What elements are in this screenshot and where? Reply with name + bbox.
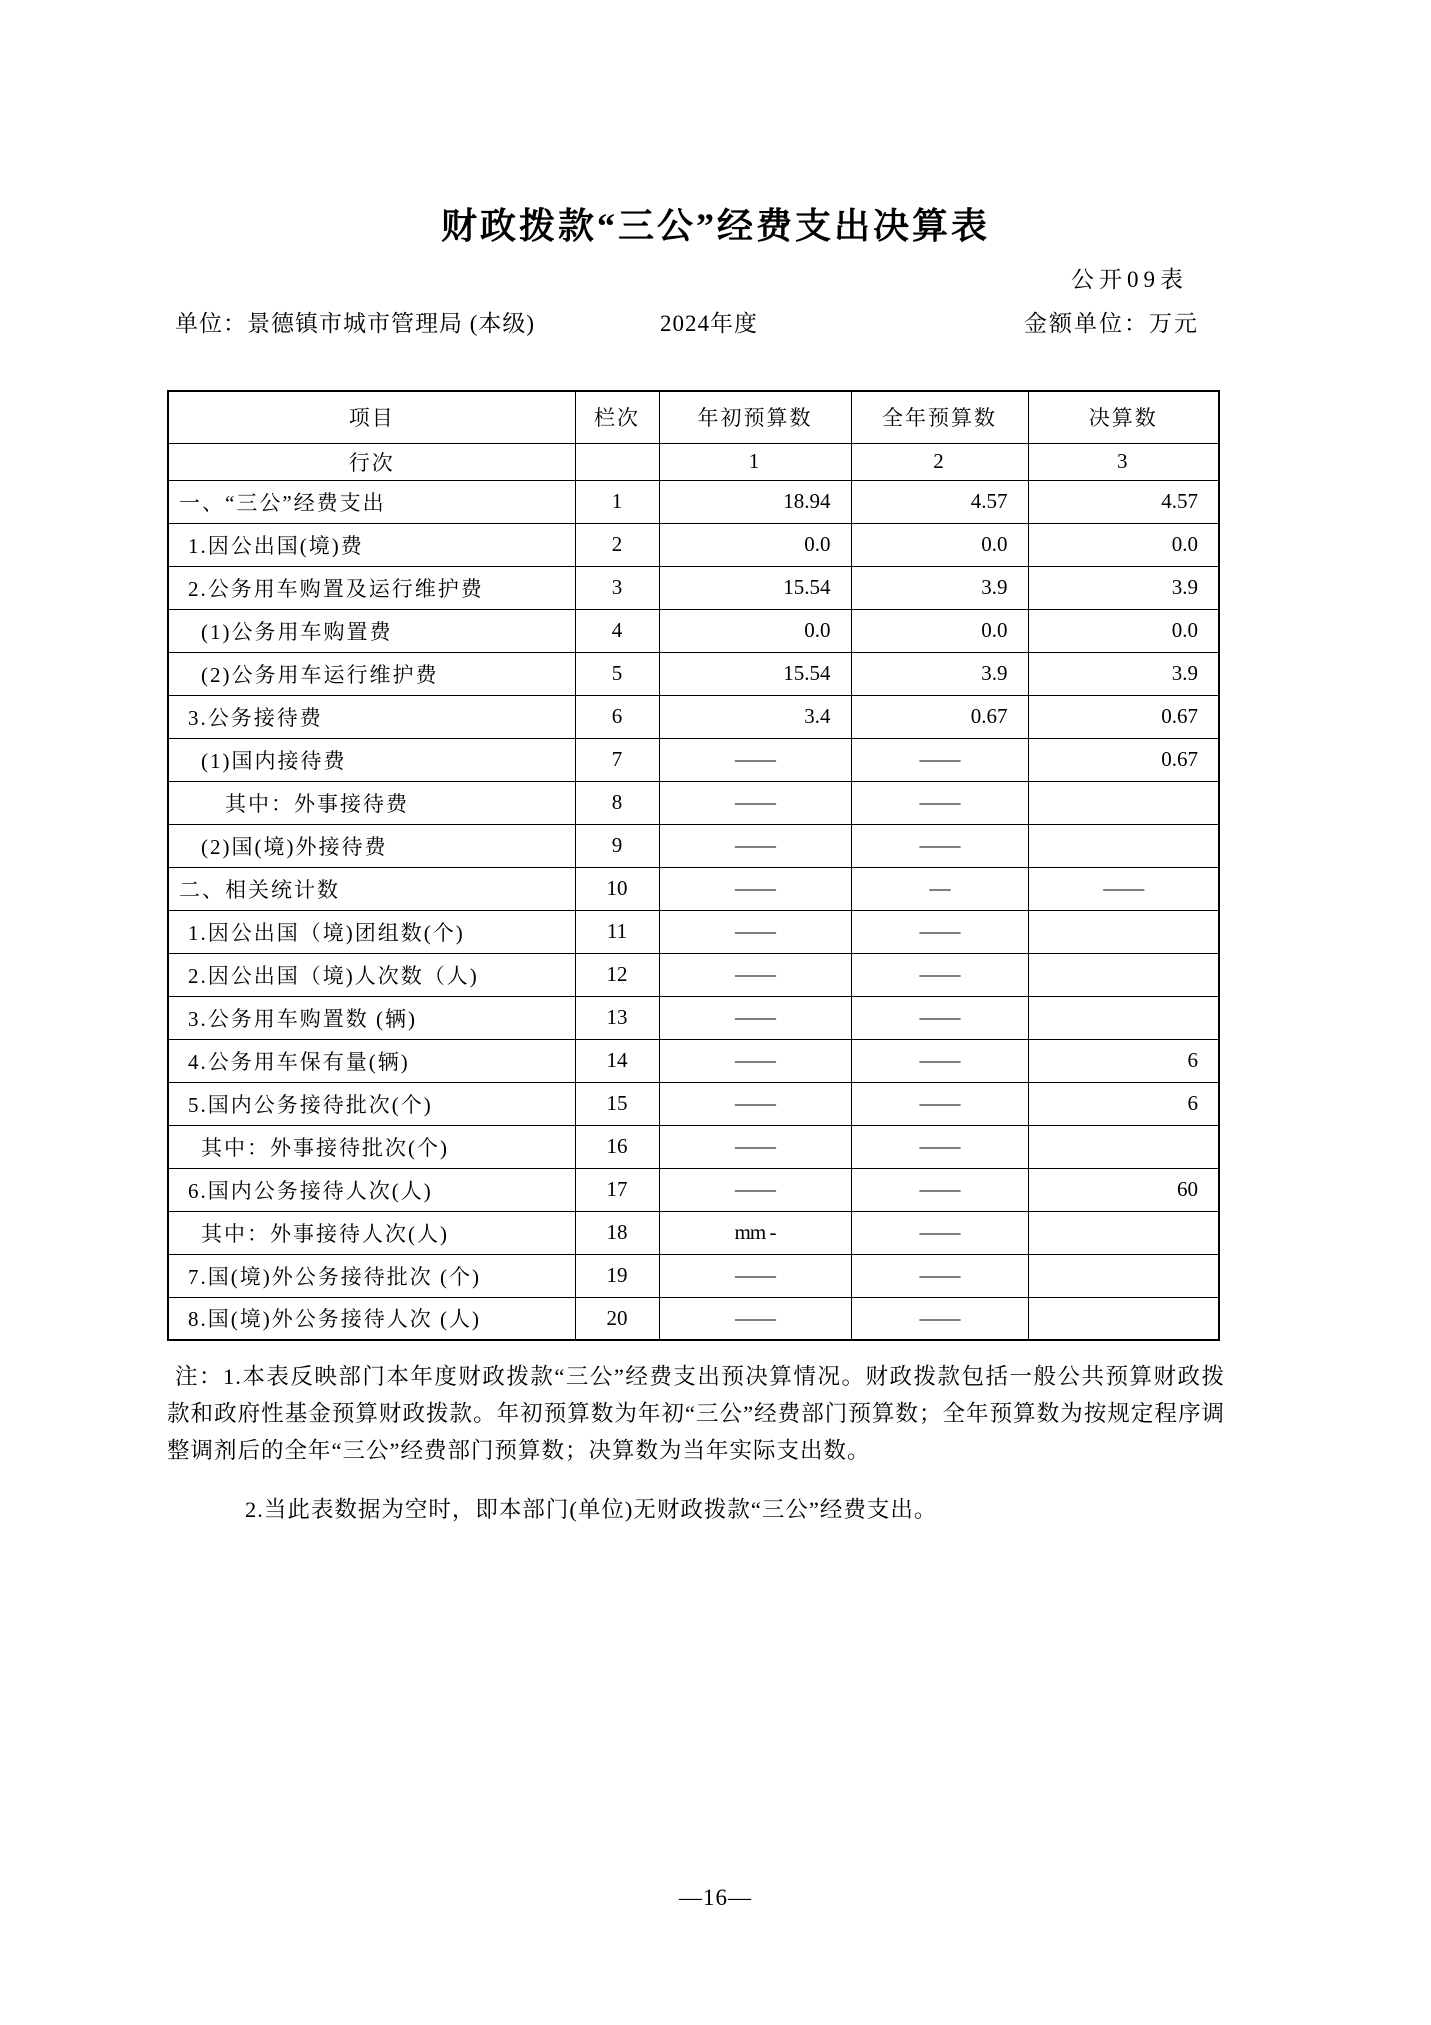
line-number-cell: 17 bbox=[575, 1168, 659, 1211]
unit-label: 单位：景德镇市城市管理局 (本级) bbox=[175, 311, 536, 336]
subheader-item: 行次 bbox=[168, 443, 575, 480]
table-row bbox=[168, 996, 1219, 1039]
note-2: 2.当此表数据为空时，即本部门(单位)无财政拨款“三公”经费支出。 bbox=[245, 1497, 938, 1522]
table-row bbox=[168, 1039, 1219, 1082]
line-number-cell: 5 bbox=[575, 652, 659, 695]
line-number-cell: 9 bbox=[575, 824, 659, 867]
item-cell: 2.公务用车购置及运行维护费 bbox=[168, 566, 575, 609]
initial-budget-cell: —— bbox=[659, 781, 851, 824]
annual-budget-cell: —— bbox=[851, 953, 1028, 996]
table-row bbox=[168, 480, 1219, 523]
annual-budget-cell: —— bbox=[851, 1254, 1028, 1297]
line-number-cell: 6 bbox=[575, 695, 659, 738]
final-accounts-cell: 0.0 bbox=[1028, 523, 1219, 566]
item-cell: 二、相关统计数 bbox=[168, 867, 575, 910]
table-row bbox=[168, 824, 1219, 867]
line-number-cell: 18 bbox=[575, 1211, 659, 1254]
item-cell: (2)公务用车运行维护费 bbox=[168, 652, 575, 695]
line-number-cell: 20 bbox=[575, 1297, 659, 1340]
final-accounts-cell: 0.67 bbox=[1028, 695, 1219, 738]
table-code-label: 公开09表 bbox=[1071, 267, 1188, 292]
annual-budget-cell: 3.9 bbox=[851, 652, 1028, 695]
table-row bbox=[168, 523, 1219, 566]
table-row bbox=[168, 910, 1219, 953]
final-accounts-cell: 3.9 bbox=[1028, 566, 1219, 609]
annual-budget-cell: —— bbox=[851, 1039, 1028, 1082]
col-header-initial: 年初预算数 bbox=[659, 391, 851, 443]
initial-budget-cell: —— bbox=[659, 996, 851, 1039]
table-body bbox=[168, 480, 1219, 1340]
item-cell: 2.因公出国（境)人次数（人) bbox=[168, 953, 575, 996]
table-row bbox=[168, 1254, 1219, 1297]
annual-budget-cell: —— bbox=[851, 1125, 1028, 1168]
table-row bbox=[168, 652, 1219, 695]
final-accounts-cell: —— bbox=[1028, 867, 1219, 910]
final-accounts-cell: 0.67 bbox=[1028, 738, 1219, 781]
line-number-cell: 13 bbox=[575, 996, 659, 1039]
final-accounts-cell: 6 bbox=[1028, 1082, 1219, 1125]
annual-budget-cell: —— bbox=[851, 824, 1028, 867]
item-cell: 8.国(境)外公务接待人次 (人) bbox=[168, 1297, 575, 1340]
annual-budget-cell: —— bbox=[851, 1297, 1028, 1340]
final-accounts-cell: 6 bbox=[1028, 1039, 1219, 1082]
initial-budget-cell: —— bbox=[659, 1039, 851, 1082]
item-cell: 3.公务接待费 bbox=[168, 695, 575, 738]
note-1: 注：1.本表反映部门本年度财政拨款“三公”经费支出预决算情况。财政拨款包括一般公共预算财政拨款和政府性基金预算财政拨款。年初预算数为年初“三公”经费部门预算数；全年预算数为按规定程序调整调剂后的全年“三公”经费部门预算数；决算数为当年实际支出数。 bbox=[167, 1364, 1225, 1463]
item-cell: 一、“三公”经费支出 bbox=[168, 480, 575, 523]
col-header-line: 栏次 bbox=[575, 391, 659, 443]
table-subheader-row bbox=[168, 443, 1219, 480]
final-accounts-cell bbox=[1028, 1125, 1219, 1168]
final-accounts-cell bbox=[1028, 953, 1219, 996]
table-row bbox=[168, 695, 1219, 738]
annual-budget-cell: —— bbox=[851, 1082, 1028, 1125]
expense-table bbox=[167, 390, 1220, 1341]
item-cell: 5.国内公务接待批次(个) bbox=[168, 1082, 575, 1125]
line-number-cell: 12 bbox=[575, 953, 659, 996]
amount-unit-label: 金额单位：万元 bbox=[1024, 311, 1199, 336]
col-header-final: 决算数 bbox=[1028, 391, 1219, 443]
initial-budget-cell: —— bbox=[659, 824, 851, 867]
table-row bbox=[168, 781, 1219, 824]
initial-budget-cell: 18.94 bbox=[659, 480, 851, 523]
initial-budget-cell: 0.0 bbox=[659, 523, 851, 566]
table-row bbox=[168, 1211, 1219, 1254]
item-cell: 1.因公出国(境)费 bbox=[168, 523, 575, 566]
table-header-row bbox=[168, 391, 1219, 443]
annual-budget-cell: — bbox=[851, 867, 1028, 910]
table-row bbox=[168, 609, 1219, 652]
initial-budget-cell: —— bbox=[659, 1168, 851, 1211]
initial-budget-cell: —— bbox=[659, 953, 851, 996]
final-accounts-cell: 60 bbox=[1028, 1168, 1219, 1211]
annual-budget-cell: 4.57 bbox=[851, 480, 1028, 523]
item-cell: 1.因公出国（境)团组数(个) bbox=[168, 910, 575, 953]
item-cell: 7.国(境)外公务接待批次 (个) bbox=[168, 1254, 575, 1297]
final-accounts-cell: 0.0 bbox=[1028, 609, 1219, 652]
fiscal-year-label: 2024年度 bbox=[660, 311, 758, 336]
annual-budget-cell: 0.0 bbox=[851, 609, 1028, 652]
annual-budget-cell: 0.0 bbox=[851, 523, 1028, 566]
table-row bbox=[168, 953, 1219, 996]
annual-budget-cell: —— bbox=[851, 996, 1028, 1039]
item-cell: 6.国内公务接待人次(人) bbox=[168, 1168, 575, 1211]
line-number-cell: 19 bbox=[575, 1254, 659, 1297]
table-row bbox=[168, 566, 1219, 609]
annual-budget-cell: 3.9 bbox=[851, 566, 1028, 609]
line-number-cell: 3 bbox=[575, 566, 659, 609]
notes-block bbox=[167, 1358, 1225, 1528]
line-number-cell: 11 bbox=[575, 910, 659, 953]
initial-budget-cell: —— bbox=[659, 1082, 851, 1125]
final-accounts-cell: 3.9 bbox=[1028, 652, 1219, 695]
table-row bbox=[168, 1125, 1219, 1168]
item-cell: 其中：外事接待费 bbox=[168, 781, 575, 824]
subheader-annual: 2 bbox=[851, 443, 1028, 480]
line-number-cell: 8 bbox=[575, 781, 659, 824]
line-number-cell: 2 bbox=[575, 523, 659, 566]
item-cell: 3.公务用车购置数 (辆) bbox=[168, 996, 575, 1039]
initial-budget-cell: 0.0 bbox=[659, 609, 851, 652]
final-accounts-cell bbox=[1028, 996, 1219, 1039]
subheader-line bbox=[575, 443, 659, 480]
initial-budget-cell: 15.54 bbox=[659, 652, 851, 695]
item-cell: 4.公务用车保有量(辆) bbox=[168, 1039, 575, 1082]
final-accounts-cell bbox=[1028, 1297, 1219, 1340]
col-header-annual: 全年预算数 bbox=[851, 391, 1028, 443]
annual-budget-cell: —— bbox=[851, 781, 1028, 824]
item-cell: (1)国内接待费 bbox=[168, 738, 575, 781]
line-number-cell: 15 bbox=[575, 1082, 659, 1125]
line-number-cell: 4 bbox=[575, 609, 659, 652]
subheader-final: 3 bbox=[1028, 443, 1219, 480]
table-row bbox=[168, 1082, 1219, 1125]
table-row bbox=[168, 867, 1219, 910]
initial-budget-cell: —— bbox=[659, 1254, 851, 1297]
initial-budget-cell: —— bbox=[659, 910, 851, 953]
initial-budget-cell: —— bbox=[659, 1125, 851, 1168]
line-number-cell: 16 bbox=[575, 1125, 659, 1168]
page-title: 财政拨款“三公”经费支出决算表 bbox=[440, 206, 990, 246]
annual-budget-cell: —— bbox=[851, 1168, 1028, 1211]
item-cell: (1)公务用车购置费 bbox=[168, 609, 575, 652]
final-accounts-cell bbox=[1028, 1254, 1219, 1297]
final-accounts-cell bbox=[1028, 781, 1219, 824]
item-cell: (2)国(境)外接待费 bbox=[168, 824, 575, 867]
initial-budget-cell: —— bbox=[659, 1297, 851, 1340]
final-accounts-cell bbox=[1028, 910, 1219, 953]
initial-budget-cell: 3.4 bbox=[659, 695, 851, 738]
table-row bbox=[168, 1297, 1219, 1340]
final-accounts-cell bbox=[1028, 824, 1219, 867]
initial-budget-cell: 15.54 bbox=[659, 566, 851, 609]
annual-budget-cell: —— bbox=[851, 1211, 1028, 1254]
item-cell: 其中：外事接待批次(个) bbox=[168, 1125, 575, 1168]
line-number-cell: 10 bbox=[575, 867, 659, 910]
item-cell: 其中：外事接待人次(人) bbox=[168, 1211, 575, 1254]
final-accounts-cell bbox=[1028, 1211, 1219, 1254]
col-header-item: 项目 bbox=[168, 391, 575, 443]
page-number: —16— bbox=[679, 1885, 752, 1910]
table-row bbox=[168, 738, 1219, 781]
annual-budget-cell: 0.67 bbox=[851, 695, 1028, 738]
line-number-cell: 14 bbox=[575, 1039, 659, 1082]
annual-budget-cell: —— bbox=[851, 738, 1028, 781]
line-number-cell: 7 bbox=[575, 738, 659, 781]
table-row bbox=[168, 1168, 1219, 1211]
subheader-initial: 1 bbox=[659, 443, 851, 480]
annual-budget-cell: —— bbox=[851, 910, 1028, 953]
final-accounts-cell: 4.57 bbox=[1028, 480, 1219, 523]
initial-budget-cell: —— bbox=[659, 867, 851, 910]
line-number-cell: 1 bbox=[575, 480, 659, 523]
initial-budget-cell: mm - bbox=[659, 1211, 851, 1254]
initial-budget-cell: —— bbox=[659, 738, 851, 781]
